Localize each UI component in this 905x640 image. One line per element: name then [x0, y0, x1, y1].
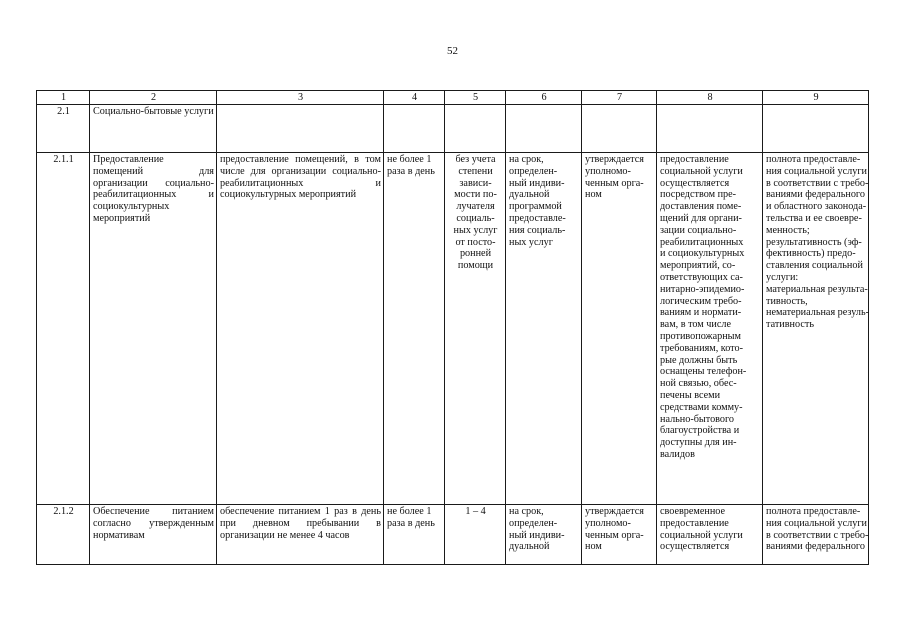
- cell-line: предоставление: [660, 154, 729, 165]
- cost-standard: [582, 153, 657, 505]
- cell-line: ченным орга-: [585, 529, 644, 541]
- column-number: 2: [90, 91, 217, 105]
- cell-line: социальной услуги: [660, 529, 743, 541]
- cell-line: тельства и ее своевре-: [766, 212, 862, 224]
- column-number: 8: [657, 91, 763, 105]
- cell-line: осуществляется: [660, 177, 730, 189]
- cell-line: зации социально-: [660, 224, 737, 236]
- quality-indicators: [657, 153, 763, 505]
- cell-line: ваниям и нормати-: [660, 307, 742, 319]
- column-numbers-row: [37, 91, 869, 105]
- cell-line: валидов: [660, 448, 695, 460]
- cell-line: дуальной: [509, 189, 550, 201]
- cell-line: ченным орга-: [585, 177, 644, 189]
- cell-line: 1 – 4: [465, 506, 486, 517]
- service-name: Обеспечение питанием согласно утвержденным нормативам: [90, 505, 217, 565]
- cell-line: ных услуг: [509, 236, 553, 248]
- table-row: [37, 153, 869, 505]
- row-number: 2.1.1: [37, 153, 90, 505]
- cell-line: ный индиви-: [509, 529, 565, 541]
- service-term: [506, 505, 582, 565]
- cell-line: уполномо-: [585, 517, 631, 529]
- cell-line: услуги:: [766, 271, 799, 283]
- cell-line: результативность (эф-: [766, 236, 862, 248]
- cell-line: утверждается: [585, 154, 644, 165]
- services-table: [36, 90, 869, 565]
- cell-line: ваниями федерального: [766, 541, 865, 553]
- cell-line: осуществляется: [660, 541, 730, 553]
- cell-line: ния социаль-: [509, 224, 566, 236]
- service-frequency: не более 1 раза в день: [384, 153, 445, 505]
- cell-line: и социокультурных: [660, 248, 745, 260]
- cell-line: лучателя: [456, 201, 495, 213]
- column-number: 3: [217, 91, 384, 105]
- cell-line: тативность: [766, 319, 814, 331]
- cell-line: ния социальной услуги: [766, 517, 867, 529]
- evaluation-criteria: [763, 505, 869, 565]
- cell-line: щений для органи-: [660, 212, 742, 224]
- cell-line: логическим требо-: [660, 295, 742, 307]
- cell-line: ном: [585, 189, 602, 201]
- cell-line: материальная результа-: [766, 283, 868, 295]
- cell-line: печены всеми: [660, 389, 721, 401]
- payment-terms: [445, 153, 506, 505]
- cell-line: нально-бытового: [660, 413, 735, 425]
- cell-line: от посто-: [455, 236, 496, 248]
- section-title: Социально-бытовые услуги: [90, 105, 217, 153]
- column-number: 1: [37, 91, 90, 105]
- cell-line: определен-: [509, 517, 558, 529]
- service-term: [506, 153, 582, 505]
- column-number: 9: [763, 91, 869, 105]
- column-number: 4: [384, 91, 445, 105]
- cell-line: ном: [585, 541, 602, 553]
- section-row: [37, 105, 869, 153]
- cell-line: фективность) предо-: [766, 248, 856, 260]
- column-number: 6: [506, 91, 582, 105]
- service-content: предоставление помещений, в том числе для организации социально-реабилитационных и социокультурных мероприятий: [217, 153, 384, 505]
- cell-line: уполномо-: [585, 165, 631, 177]
- cell-line: полнота предоставле-: [766, 506, 861, 517]
- cell-line: рые должны быть: [660, 354, 738, 366]
- page-number: 52: [447, 45, 458, 57]
- cell-line: утверждается: [585, 506, 644, 517]
- cell-line: программой: [509, 201, 562, 213]
- cell-line: оснащены телефон-: [660, 366, 747, 378]
- cell-line: предоставление: [660, 517, 729, 529]
- cell-line: нитарно-эпидемио-: [660, 283, 745, 295]
- cell-line: ной связью, обес-: [660, 378, 737, 390]
- cell-line: нематериальная резуль-: [766, 307, 869, 319]
- cell-line: предоставле-: [509, 212, 566, 224]
- cell-line: зависи-: [459, 177, 492, 189]
- cell-line: ваниями федерального: [766, 189, 865, 201]
- cell-line: ния социальной услуги: [766, 165, 867, 177]
- service-content: обеспечение питанием 1 раз в день при дневном пребывании в организации не менее 4 часов: [217, 505, 384, 565]
- evaluation-criteria: [763, 153, 869, 505]
- cell-line: реабилитационных: [660, 236, 744, 248]
- cell-line: и областного законода-: [766, 201, 867, 213]
- cell-line: в соответствии с требо-: [766, 177, 869, 189]
- cell-line: определен-: [509, 165, 558, 177]
- cell-line: мости по-: [454, 189, 497, 201]
- cell-line: средствами комму-: [660, 401, 743, 413]
- section-number: 2.1: [37, 105, 90, 153]
- column-number: 7: [582, 91, 657, 105]
- column-number: 5: [445, 91, 506, 105]
- cell-line: ответствующих са-: [660, 271, 743, 283]
- cell-line: на срок,: [509, 506, 544, 517]
- cell-line: в соответствии с требо-: [766, 529, 869, 541]
- cell-line: требованиям, кото-: [660, 342, 743, 354]
- cell-line: ный индиви-: [509, 177, 565, 189]
- cell-line: степени: [458, 165, 493, 177]
- service-frequency: не более 1 раза в день: [384, 505, 445, 565]
- cell-line: дуальной: [509, 541, 550, 553]
- cell-line: доставления поме-: [660, 201, 742, 213]
- cell-line: посредством пре-: [660, 189, 737, 201]
- cell-line: социаль-: [456, 212, 495, 224]
- cell-line: ставления социальной: [766, 260, 863, 272]
- table-row: [37, 505, 869, 565]
- service-name: Предоставление помещений для организации социально-реабилитационных и социокультурных мероприятий: [90, 153, 217, 505]
- payment-terms: [445, 505, 506, 565]
- cell-line: противопожарным: [660, 330, 741, 342]
- cell-line: тивность,: [766, 295, 808, 307]
- cell-line: без учета: [455, 154, 496, 165]
- quality-indicators: [657, 505, 763, 565]
- cell-line: благоустройства и: [660, 425, 740, 437]
- cell-line: полнота предоставле-: [766, 154, 861, 165]
- cost-standard: [582, 505, 657, 565]
- cell-line: менность;: [766, 224, 810, 236]
- cell-line: вам, в том числе: [660, 319, 732, 331]
- row-number: 2.1.2: [37, 505, 90, 565]
- cell-line: своевременное: [660, 506, 726, 517]
- cell-line: помощи: [457, 260, 494, 272]
- cell-line: социальной услуги: [660, 165, 743, 177]
- cell-line: мероприятий, со-: [660, 260, 736, 272]
- cell-line: ронней: [459, 248, 492, 260]
- cell-line: доступны для ин-: [660, 437, 737, 449]
- cell-line: на срок,: [509, 154, 544, 165]
- cell-line: ных услуг: [453, 224, 498, 236]
